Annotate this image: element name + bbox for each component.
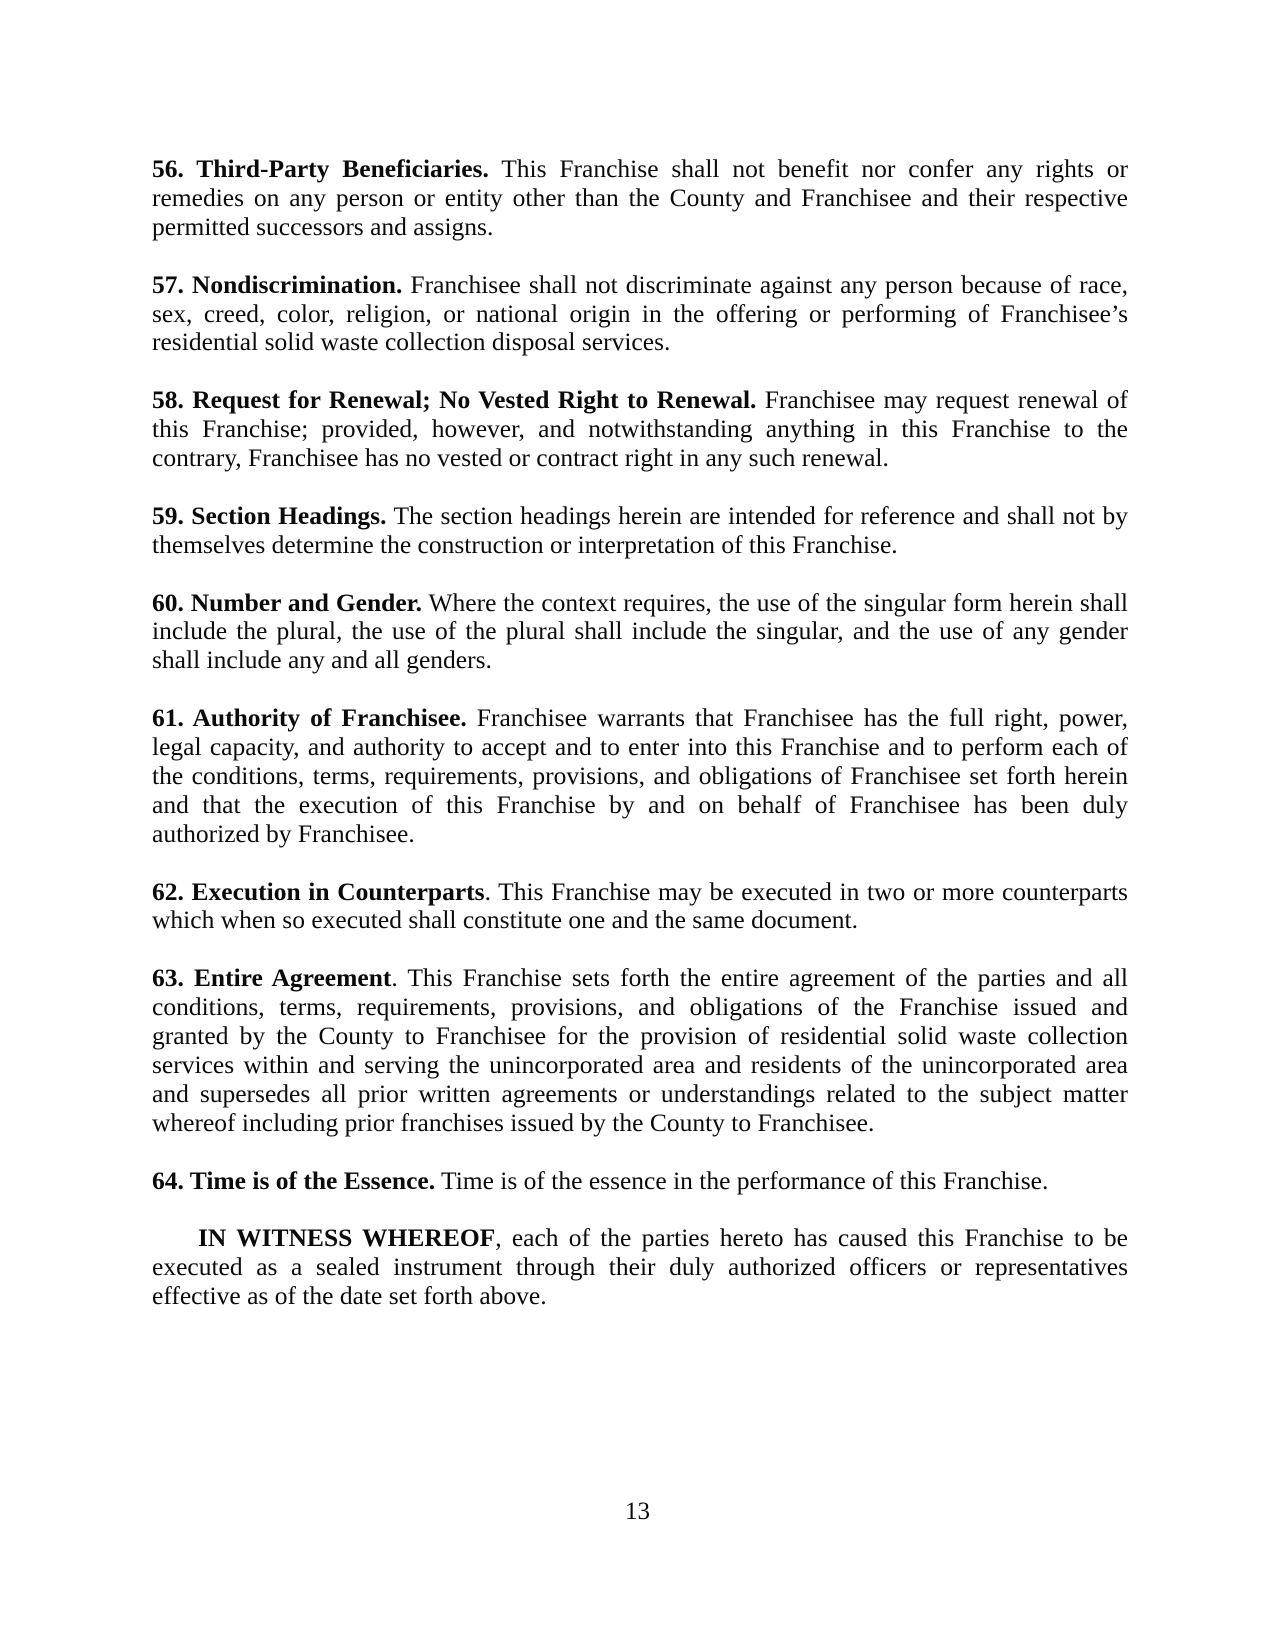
closing-body: , each of the parties hereto has caused this Franchise to be executed as a sealed instrument through their duly authorized officers or representatives effective as of the date set forth above.	[152, 1223, 1128, 1311]
section-61-heading: 61. Authority of Franchisee.	[152, 703, 467, 733]
section-62-body: . This Franchise may be executed in two or more counterparts which when so executed shall constitute one and the same document.	[152, 876, 1128, 935]
section-57-body: Franchisee shall not discriminate against any person because of race, sex, creed, color, religion, or national origin in the offering or performing of Franchisee’s residential solid waste collection disposal services.	[152, 269, 1128, 357]
document-body	[152, 155, 1128, 1311]
section-57-heading: 57. Nondiscrimination.	[152, 269, 403, 299]
closing-paragraph	[152, 1224, 1128, 1311]
section-60	[152, 589, 1128, 676]
section-64-body: Time is of the essence in the performance of this Franchise.	[435, 1165, 1049, 1195]
section-61	[152, 704, 1128, 849]
section-60-heading: 60. Number and Gender.	[152, 587, 423, 617]
closing-heading: IN WITNESS WHEREOF	[198, 1223, 496, 1253]
section-56-heading: 56. Third-Party Beneficiaries.	[152, 154, 489, 183]
page-number: 13	[625, 1498, 650, 1525]
section-57	[152, 271, 1128, 358]
section-58-body: Franchisee may request renewal of this Franchise; provided, however, and notwithstanding anything in this Franchise to the contrary, Franchisee has no vested or contract right in any such renewal.	[152, 385, 1128, 473]
section-63-body: . This Franchise sets forth the entire agreement of the parties and all conditions, terms, requirements, provisions, and obligations of the Franchise issued and granted by the County to Franchisee for the provision of residential solid waste collection services within and serving the unincorporated area and residents of the unincorporated area and supersedes all prior written agreements or understandings related to the subject matter whereof including prior franchises issued by the County to Franchisee.	[152, 963, 1128, 1137]
section-60-body: Where the context requires, the use of the singular form herein shall include the plural, the use of the plural shall include the singular, and the use of any gender shall include any and all genders.	[152, 587, 1128, 675]
section-58	[152, 386, 1128, 473]
section-59	[152, 502, 1128, 560]
section-62-heading: 62. Execution in Counterparts	[152, 876, 485, 906]
section-59-heading: 59. Section Headings.	[152, 500, 387, 530]
section-63	[152, 964, 1128, 1137]
section-56	[152, 155, 1128, 242]
section-56-body: This Franchise shall not benefit nor confer any rights or remedies on any person or entity other than the County and Franchisee and their respective permitted successors and assigns.	[152, 154, 1128, 241]
section-64	[152, 1167, 1128, 1196]
section-58-heading: 58. Request for Renewal; No Vested Right to Renewal.	[152, 385, 757, 415]
section-62	[152, 878, 1128, 936]
section-61-body: Franchisee warrants that Franchisee has the full right, power, legal capacity, and authority to accept and to enter into this Franchise and to perform each of the conditions, terms, requirements, provisions, and obligations of Franchisee set forth herein and that the execution of this Franchise by and on behalf of Franchisee has been duly authorized by Franchisee.	[152, 703, 1128, 848]
section-59-body: The section headings herein are intended for reference and shall not by themselves determine the construction or interpretation of this Franchise.	[152, 500, 1128, 559]
section-63-heading: 63. Entire Agreement	[152, 963, 392, 993]
section-64-heading: 64. Time is of the Essence.	[152, 1165, 436, 1195]
